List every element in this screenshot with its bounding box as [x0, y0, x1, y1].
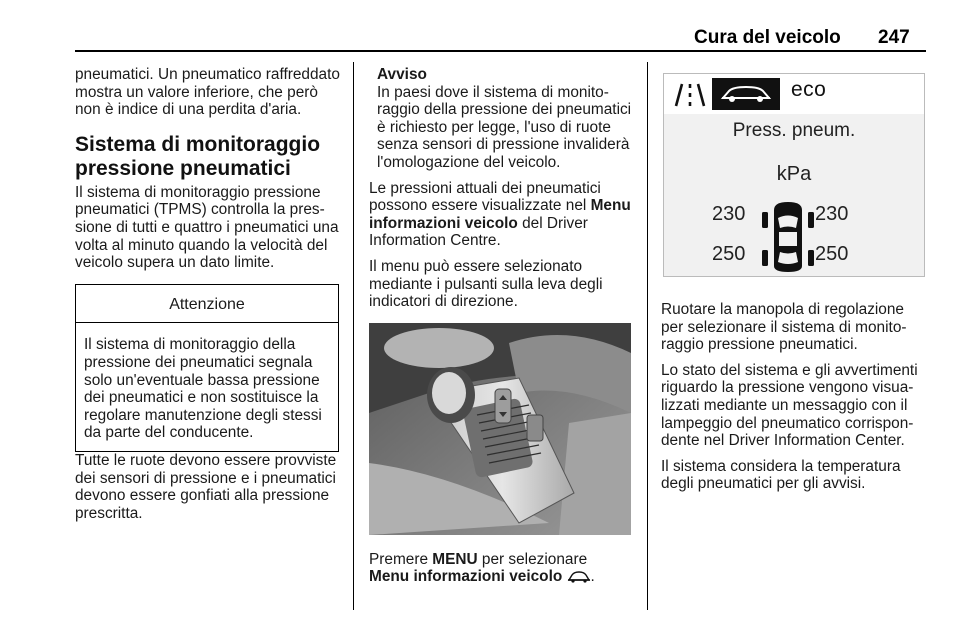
warning-box	[75, 284, 339, 452]
sensor-requirement-paragraph: Tutte le ruote devono essere provviste dei sensori di pressione e i pneumatici devono essere gonfiati alla pressione prescritta.	[75, 451, 337, 522]
intro-paragraph: pneumatici. Un pneumatico raffreddato mostra un valore inferiore, che però non è indice di una perdita d'aria.	[75, 66, 340, 119]
pressure-unit: kPa	[776, 163, 812, 185]
menu-button-label: MENU	[432, 550, 478, 568]
front-right-pressure: 230	[815, 203, 849, 225]
car-icon	[720, 84, 772, 104]
column-left	[75, 66, 343, 530]
column-divider	[353, 62, 354, 610]
chapter-title: Cura del veicolo	[694, 27, 841, 48]
page-number: 247	[878, 27, 910, 48]
rear-left-pressure: 250	[712, 243, 746, 265]
eco-mode-label: eco	[791, 78, 827, 101]
menu-reference: Menu informazioni veicolo	[369, 197, 631, 232]
menu-reference: Menu informazioni veicolo	[369, 568, 563, 586]
column-right	[661, 66, 927, 501]
lane-departure-icon	[672, 82, 708, 108]
tire-pressure-display	[663, 73, 925, 277]
adjust-knob-paragraph: Ruotare la manopola di regolazione per selezionare il sistema di monitoraggio pressione pneumatici.	[661, 301, 907, 354]
column-middle	[369, 66, 633, 589]
turn-signal-lever-photo	[369, 323, 631, 535]
rear-right-pressure: 250	[815, 243, 849, 265]
notice-block	[369, 66, 633, 172]
warning-title: Attenzione	[76, 285, 338, 324]
pressure-display-paragraph: Le pressioni attuali dei pneumatici possono essere visualizzate nel Menu informazioni veicolo del Driver Information Centre.	[369, 179, 631, 250]
car-icon	[567, 570, 591, 589]
menu-selection-paragraph: Il menu può essere selezionato mediante i pulsanti sulla leva degli indicatori di direzione.	[369, 257, 603, 311]
front-left-pressure: 230	[712, 203, 746, 225]
lever-illustration	[369, 323, 631, 535]
header-rule	[75, 50, 926, 52]
warning-body: Il sistema di monitoraggio della pressione dei pneumatici segnala solo un'eventuale bassa pressione dei pneumatici e non sostituisce la regolare manutenzione degli stessi da parte del conducente.	[84, 336, 322, 442]
status-warnings-paragraph: Lo stato del sistema e gli avvertimenti riguardo la pressione vengono visualizzati mediante un messaggio con il lampeggio del pneumatico corrispondente nel Driver Information Center.	[661, 361, 918, 450]
notice-body: In paesi dove il sistema di monitoraggio della pressione dei pneumatici è richiesto per legge, l'uso di ruote senza sensori di pressione invaliderà l'omologazione del veicolo.	[377, 83, 632, 171]
notice-title: Avviso	[377, 66, 427, 83]
car-top-view-icon	[760, 200, 816, 274]
column-divider	[647, 62, 648, 610]
display-title: Press. pneum.	[732, 120, 856, 141]
section-heading: Sistema di monitoraggio pressione pneumatici	[75, 132, 321, 180]
figure-caption: Premere MENU per selezionare Menu informazioni veicolo .	[369, 551, 633, 589]
temperature-paragraph: Il sistema considera la temperatura degli pneumatici per gli avvisi.	[661, 457, 901, 493]
tpms-description: Il sistema di monitoraggio pressione pneumatici (TPMS) controlla la pressione di tutti e quattro i pneumatici una volta al minuto quando la velocità del veicolo supera un dato limite.	[75, 183, 339, 272]
